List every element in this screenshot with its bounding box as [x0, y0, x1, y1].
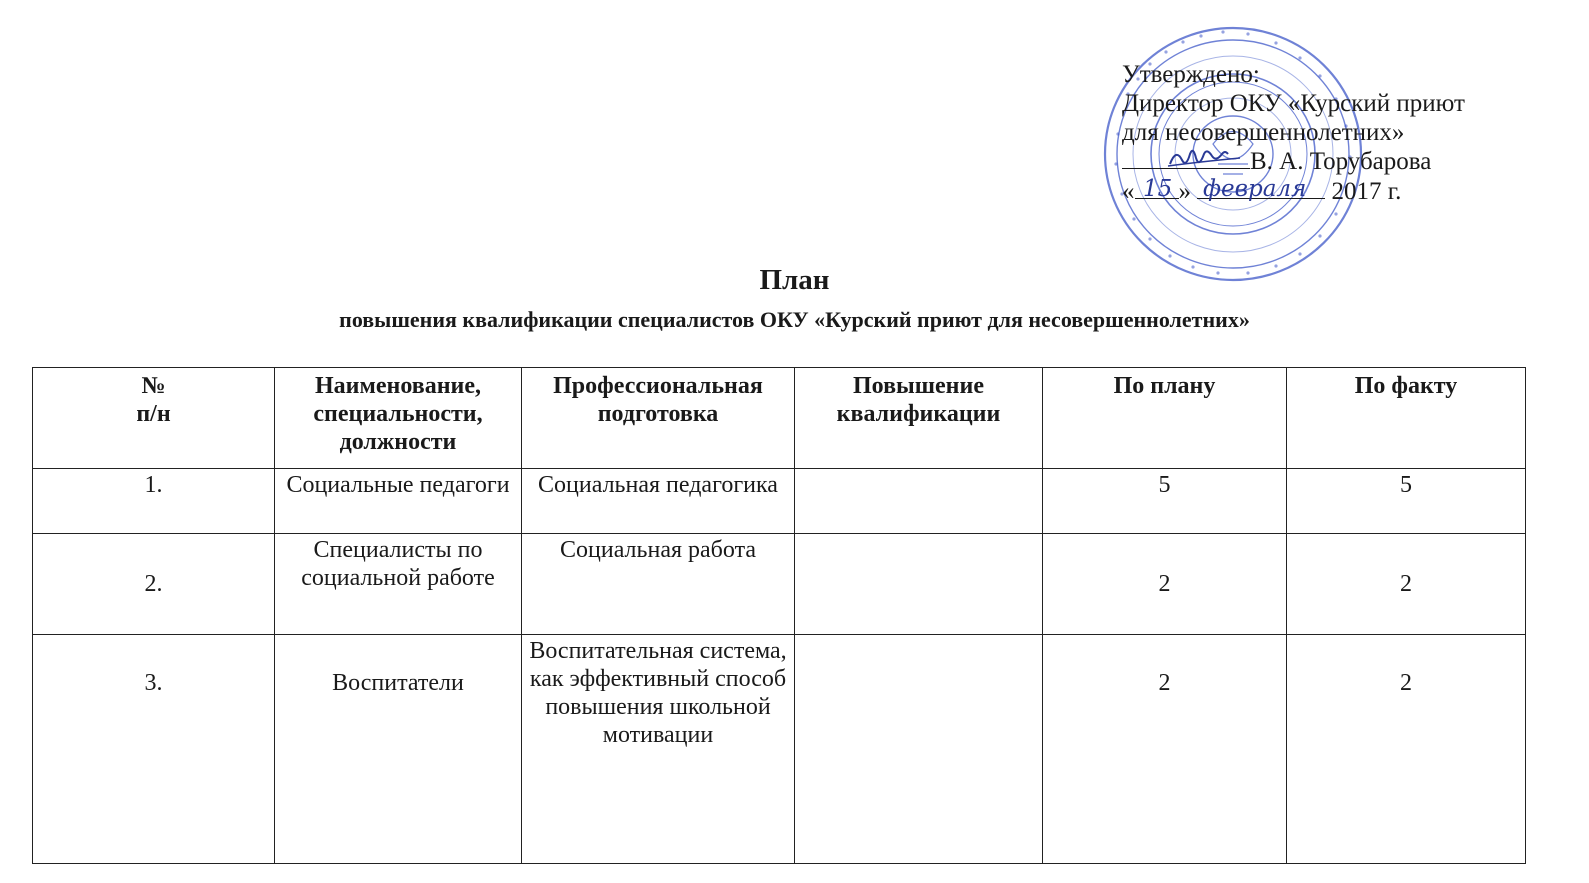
qualification-plan-table: [32, 367, 1526, 864]
row-plan: 2: [1043, 534, 1287, 635]
date-day-blank: [1135, 176, 1179, 202]
header-number-label: п/н: [136, 401, 171, 427]
handwritten-day: [1135, 172, 1179, 202]
row-qualification: [795, 635, 1043, 864]
row-name: Воспитатели: [275, 635, 522, 864]
header-number-symbol: №: [141, 373, 166, 399]
header-number: [33, 368, 275, 469]
approval-block: [1122, 60, 1562, 206]
table-header-row: [33, 368, 1526, 469]
header-plan: По плану: [1043, 368, 1287, 469]
row-fact: 5: [1287, 469, 1526, 534]
row-training: Воспитательная система, как эффективный способ повышения школьной мотивации: [522, 635, 795, 864]
row-name: Социальные педагоги: [275, 469, 522, 534]
row-number: 2.: [33, 534, 275, 635]
row-number: 3.: [33, 635, 275, 864]
approval-organization-line: для несовершеннолетних»: [1122, 119, 1405, 146]
approval-signature-line: [1122, 147, 1562, 176]
date-close-quote: »: [1178, 178, 1191, 205]
row-plan: 5: [1043, 469, 1287, 534]
document-subtitle: повышения квалификации специалистов ОКУ «Курский приют для несовершеннолетних»: [339, 307, 1250, 332]
row-fact: 2: [1287, 635, 1526, 864]
signatory-name: В. А. Торубарова: [1250, 148, 1432, 175]
table-row: [33, 635, 1526, 864]
document-title: План: [759, 264, 830, 296]
table-row: [33, 534, 1526, 635]
row-training: Социальная педагогика: [522, 469, 795, 534]
approval-date-line: [1122, 176, 1562, 206]
date-year: 2017 г.: [1331, 178, 1402, 205]
header-fact: По факту: [1287, 368, 1526, 469]
header-name: Наименование, специальности, должности: [275, 368, 522, 469]
signature-blank: [1122, 148, 1250, 169]
table-row: [33, 469, 1526, 534]
row-plan: 2: [1043, 635, 1287, 864]
date-month: февраля: [1203, 176, 1307, 202]
approval-heading: Утверждено:: [1122, 61, 1260, 88]
row-number: 1.: [33, 469, 275, 534]
row-fact: 2: [1287, 534, 1526, 635]
row-qualification: [795, 469, 1043, 534]
handwritten-signature: [1122, 142, 1250, 172]
row-qualification: [795, 534, 1043, 635]
date-month-blank: [1197, 176, 1325, 202]
row-training: Социальная работа: [522, 534, 795, 635]
row-name: Специалисты по социальной работе: [275, 534, 522, 635]
date-day: 15: [1142, 176, 1172, 202]
handwritten-month: [1197, 172, 1325, 202]
header-training: Профессиональная подготовка: [522, 368, 795, 469]
date-open-quote: «: [1122, 178, 1135, 205]
approval-director-line: Директор ОКУ «Курский приют: [1122, 90, 1465, 117]
header-qualification: Повышение квалификации: [795, 368, 1043, 469]
